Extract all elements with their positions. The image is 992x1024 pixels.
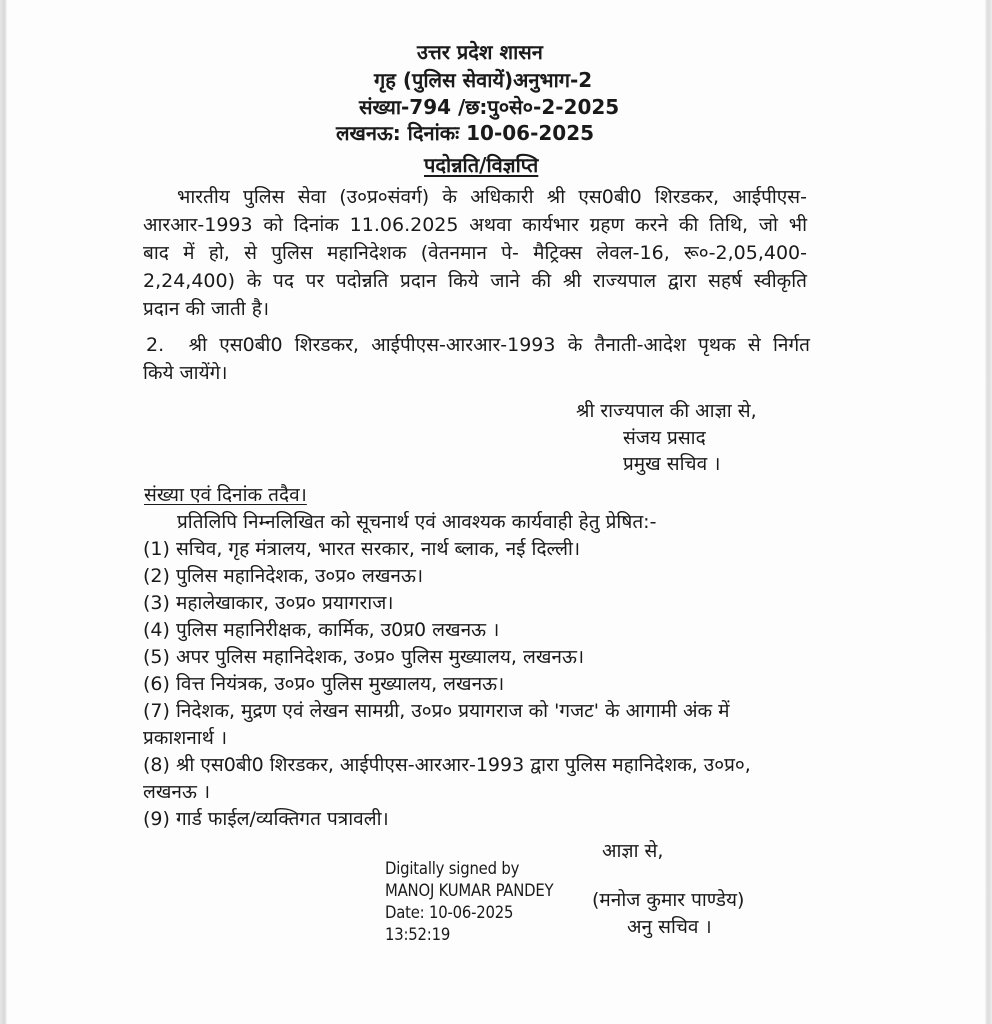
- header-reference-number: संख्या-794 /छ:पु०से०-2-2025: [359, 95, 620, 119]
- signatory-designation: अनु सचिव ।: [627, 916, 712, 938]
- paragraph-line: प्रदान की जाती है।: [143, 298, 270, 320]
- header-place-date: लखनऊ: दिनांकः 10-06-2025: [336, 121, 595, 145]
- paragraph-line: भारतीय पुलिस सेवा (उ०प्र०संवर्ग) के अधिकारी श्री एस0बी0 शिरडकर, आईपीएस-: [177, 186, 807, 208]
- signature-authority: श्री राज्यपाल की आज्ञा से,: [576, 400, 757, 422]
- copy-intro: प्रतिलिपि निम्नलिखित को सूचनार्थ एवं आवश्यक कार्यवाही हेतु प्रेषित:-: [177, 511, 657, 533]
- copy-item: (4) पुलिस महानिरीक्षक, कार्मिक, उ0प्र0 लखनऊ ।: [143, 619, 500, 641]
- copy-item-continuation: प्रकाशनार्थ ।: [143, 727, 228, 749]
- copy-item: (1) सचिव, गृह मंत्रालय, भारत सरकार, नार्थ ब्लाक, नई दिल्ली।: [143, 538, 581, 560]
- digital-signature-time: 13:52:19: [385, 925, 451, 944]
- signatory-designation: प्रमुख सचिव ।: [623, 453, 721, 475]
- digital-signature-signer: MANOJ KUMAR PANDEY: [385, 881, 554, 900]
- copy-item: (3) महालेखाकार, उ०प्र० प्रयागराज।: [143, 592, 394, 614]
- copy-item: (7) निदेशक, मुद्रण एवं लेखन सामग्री, उ०प्र० प्रयागराज को 'गजट' के आगामी अंक में: [143, 700, 730, 722]
- paragraph-line: बाद में हो, से पुलिस महानिदेशक (वेतनमान पे- मैट्रिक्स लेवल-16, रू०-2,05,400-: [143, 242, 807, 264]
- subject-title: पदोन्नति/विज्ञप्ति: [424, 153, 539, 177]
- copy-item: (8) श्री एस0बी0 शिरडकर, आईपीएस-आरआर-1993 द्वारा पुलिस महानिदेशक, उ०प्र०,: [143, 754, 751, 776]
- copy-heading: संख्या एवं दिनांक तदैव।: [144, 484, 307, 506]
- header-department: गृह (पुलिस सेवायें)अनुभाग-2: [374, 68, 593, 92]
- signatory-name: (मनोज कुमार पाण्डेय): [592, 889, 745, 911]
- copy-item: (6) वित्त नियंत्रक, उ०प्र० पुलिस मुख्यालय, लखनऊ।: [143, 673, 505, 695]
- paragraph-line: 2,24,400) के पद पर पदोन्नति प्रदान किये जाने की श्री राज्यपाल द्वारा सहर्ष स्वीकृति: [143, 270, 807, 292]
- signatory-name: संजय प्रसाद: [623, 427, 706, 449]
- paragraph-line: आरआर-1993 को दिनांक 11.06.2025 अथवा कार्यभार ग्रहण करने की तिथि, जो भी: [143, 214, 807, 236]
- copy-item: (2) पुलिस महानिदेशक, उ०प्र० लखनऊ।: [143, 565, 424, 587]
- copy-item: (9) गार्ड फाईल/व्यक्तिगत पत्रावली।: [143, 808, 389, 830]
- signature-authority: आज्ञा से,: [602, 840, 664, 862]
- copy-item-continuation: लखनऊ ।: [143, 781, 211, 803]
- copy-item: (5) अपर पुलिस महानिदेशक, उ०प्र० पुलिस मुख्यालय, लखनऊ।: [143, 646, 585, 668]
- paragraph-line: किये जायेंगे।: [143, 362, 228, 384]
- digital-signature-date: Date: 10-06-2025: [385, 903, 514, 922]
- header-government: उत्तर प्रदेश शासन: [417, 40, 543, 64]
- paragraph-line: 2. श्री एस0बी0 शिरडकर, आईपीएस-आरआर-1993 के तैनाती-आदेश पृथक से निर्गत: [146, 334, 810, 356]
- digital-signature-label: Digitally signed by: [385, 859, 520, 878]
